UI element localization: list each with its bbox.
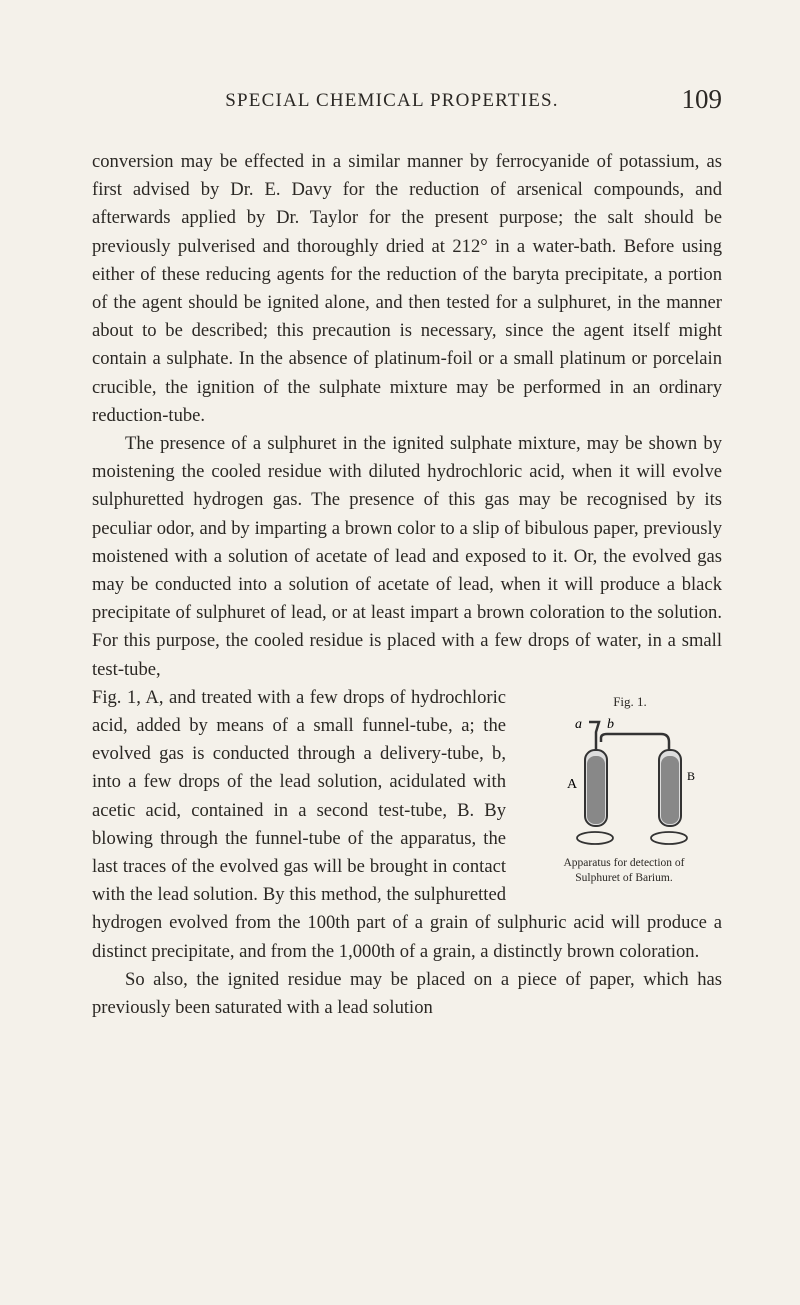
page-header — [92, 78, 722, 118]
running-title: SPECIAL CHEMICAL PROPERTIES. — [225, 90, 559, 111]
fig-letter-b: b — [607, 717, 614, 733]
paragraph-1: conversion may be effected in a similar manner by ferrocyanide of potassium, as first advised by Dr. E. Davy for the reduction of arsenical compounds, and afterwards applied by Dr. Taylor for the present purpose; the salt should be previously pulverised and thoroughly dried at 212° in a water-bath. Before using either of these reducing agents for the reduction of the baryta precipitate, a portion of the agent should be ignited alone, and then tested for a sulphuret, in the manner about to be described; this precaution is necessary, since the agent itself might contain a sulphate. In the absence of platinum-foil or a small platinum or porcelain crucible, the ignition of the sulphate mixture may be performed in an ordinary reduction-tube. — [92, 151, 722, 426]
figure-caption-line-2: Sulphuret of Barium. — [575, 872, 673, 885]
test-tube-A-contents — [587, 756, 605, 824]
stand-B — [651, 832, 687, 844]
paragraph-4: So also, the ignited residue may be placed on a piece of paper, which has previously been saturated with a lead solution — [92, 968, 722, 1019]
fig-letter-a: a — [575, 717, 582, 733]
fig-letter-B: B — [687, 769, 696, 784]
apparatus-illustration — [549, 716, 699, 852]
paragraph-3: Fig. 1, A, and treated with a few drops of hydrochloric acid, added by means of a small funnel-tube, a; the evolved gas is conducted through a delivery-tube, b, into a few drops of the lead solution, acidulated with acetic acid, contained in a second test-tube, B. By blowing through the funnel-tube of the apparatus, the last traces of the evolved gas will be brought in contact with the lead solution. By this method, the sulphuretted hydrogen evolved from the 100th part of a grain of sulphuric acid will produce a distinct precipitate, and from the 1,000th of a grain, a distinctly brown coloration. — [92, 686, 722, 962]
page-number: 109 — [681, 84, 722, 114]
figure-caption-line-1: Apparatus for detection of — [563, 857, 685, 870]
test-tube-B-contents — [661, 756, 679, 824]
body-text — [92, 148, 722, 1022]
figure-1 — [520, 688, 728, 886]
figure-label: Fig. 1. — [613, 693, 647, 709]
fig-letter-A: A — [567, 777, 578, 793]
stand-A — [577, 832, 613, 844]
paragraph-2: The presence of a sulphuret in the ignited sulphate mixture, may be shown by moistening the cooled residue with diluted hydrochloric acid, when it will evolve sulphuretted hydrogen gas. The presence of this gas may be recognised by its peculiar odor, and by imparting a brown color to a slip of bibulous paper, previously moistened with a solution of acetate of lead and exposed to it. Or, the evolved gas may be conducted into a solution of acetate of lead, when it will produce a black precipitate of sulphuret of lead, or at least impart a brown coloration to the solution. For this purpose, the cooled residue is placed with a few drops of water, in a small test-tube, — [92, 433, 722, 680]
